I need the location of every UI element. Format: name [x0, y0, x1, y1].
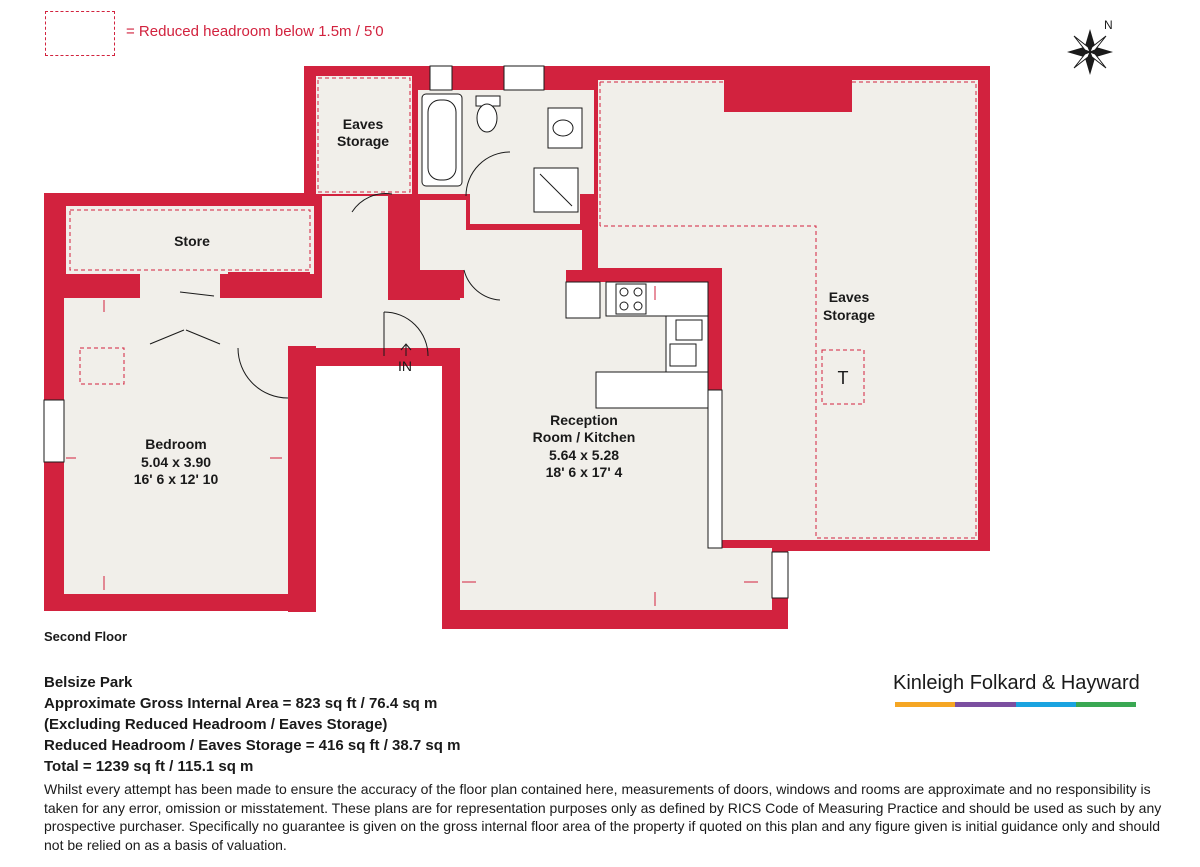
legend-text: = Reduced headroom below 1.5m / 5'0: [126, 23, 384, 40]
brand-name: Kinleigh Folkard & Hayward: [893, 672, 1140, 694]
reception-metric: 5.64 x 5.28: [548, 447, 620, 463]
brand-bar-orange: [895, 702, 955, 707]
floor-label: Second Floor: [44, 629, 128, 644]
brand-color-bar: [895, 702, 1136, 707]
entrance-label: IN: [398, 358, 412, 374]
summary-total: Total = 1239 sq ft / 115.1 sq m: [44, 758, 254, 775]
eaves-storage-right-label-1: Eaves: [828, 289, 870, 305]
summary-location: Belsize Park: [44, 674, 133, 691]
disclaimer: Whilst every attempt has been made to ensure the accuracy of the floor plan contained here, measurements of doors, windows and rooms are approximate and no responsibility is taken for any error, omission or misstatement. These plans are for representation purposes only as defined by RICS Code of Measuring Practice and should be used as such by any prospective purchaser. Specifically no guarantee is given on the gross internal floor area of the property if quoted on this plan and any figure given is initial guidance only and should not be relied on as a basis of valuation.: [44, 781, 1162, 853]
summary-reduced-headroom: Reduced Headroom / Eaves Storage = 416 sq ft / 38.7 sq m: [44, 737, 461, 754]
brand-bar-purple: [955, 702, 1015, 707]
bedroom-imperial: 16' 6 x 12' 10: [133, 471, 219, 487]
cupboard-label: T: [837, 368, 849, 388]
eaves-storage-right-label-2: Storage: [822, 307, 876, 323]
floors: [64, 76, 978, 610]
area-summary: [44, 672, 460, 777]
summary-gross-area: Approximate Gross Internal Area = 823 sq ft / 76.4 sq m: [44, 695, 438, 712]
reception-label-1: Reception: [550, 412, 618, 428]
bedroom-label: Bedroom: [145, 436, 207, 452]
compass-label: N: [1104, 18, 1113, 32]
brand-bar-green: [1076, 702, 1136, 707]
eaves-storage-top-label-1: Eaves: [342, 116, 384, 132]
summary-excluding-note: (Excluding Reduced Headroom / Eaves Storage): [44, 716, 388, 733]
compass-icon: [1067, 18, 1113, 75]
store-label: Store: [174, 233, 210, 249]
bedroom-metric: 5.04 x 3.90: [140, 454, 212, 470]
brand-bar-blue: [1016, 702, 1076, 707]
reception-imperial: 18' 6 x 17' 4: [545, 464, 623, 480]
reception-label-2: Room / Kitchen: [532, 429, 636, 445]
eaves-storage-top-label-2: Storage: [336, 133, 390, 149]
